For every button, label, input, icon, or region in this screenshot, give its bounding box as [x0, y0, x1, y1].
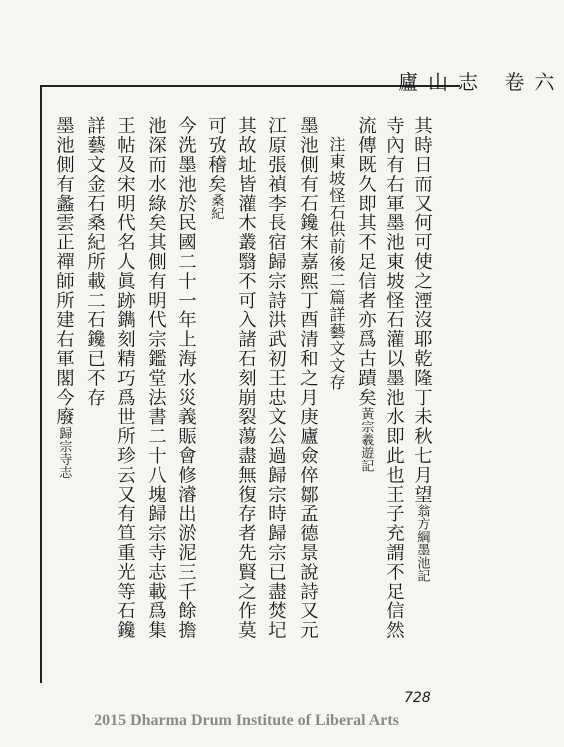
watermark-text: 2015 Dharma Drum Institute of Liberal Arts — [94, 712, 399, 729]
text-column-10 — [145, 116, 167, 640]
text-column-12 — [84, 116, 106, 407]
column-note-text: 黃宗羲遊記 — [358, 407, 374, 472]
text-column-11 — [114, 116, 136, 640]
text-column-3 — [355, 116, 377, 472]
text-column-5 — [297, 116, 319, 640]
column-main-text: 墨池側有蠡雲正禪師所建右軍閣今廢 — [53, 116, 75, 427]
text-column-4 — [328, 136, 344, 391]
text-column-2 — [383, 116, 405, 640]
column-main-text: 今洗墨池於民國二十一年上海水災義賑會修濬出淤泥三千餘擔 — [175, 116, 197, 640]
column-main-text: 池深而水綠矣其側有明代宗鑑堂法書二十八塊歸宗寺志載爲集 — [145, 116, 167, 640]
column-main-text: 注東坡怪石供前後二篇詳藝文文存 — [327, 136, 346, 391]
column-note-text: 歸宗寺志 — [56, 426, 72, 479]
text-column-9 — [175, 116, 197, 640]
page-header-title: 廬山志 卷六 — [398, 70, 564, 94]
column-main-text: 流傳既久即其不足信者亦爲古蹟矣 — [355, 116, 377, 407]
text-column-6 — [265, 116, 287, 640]
page-number: 728 — [404, 690, 431, 706]
column-note-text: 翁方綱墨池記 — [414, 504, 430, 582]
column-note-text: 桑紀 — [208, 193, 224, 220]
column-main-text: 王帖及宋明代名人眞跡鐫刻精巧爲世所珍云又有笪重光等石鑱 — [114, 116, 136, 640]
column-main-text: 其故址皆灌木叢翳不可入諸石刻崩裂蕩盡無復存者先賢之作莫 — [235, 116, 257, 640]
column-main-text: 其時日而又何可使之湮沒耶乾隆丁未秋七月望 — [411, 116, 433, 504]
column-main-text: 墨池側有石鑱宋嘉熙丁酉清和之月庚廬僉倅鄒孟德景說詩又元 — [297, 116, 319, 640]
column-main-text: 寺內有右軍墨池東坡怪石灌以墨池水即此也王子充謂不足信然 — [383, 116, 405, 640]
column-main-text: 可攷稽矣 — [205, 116, 227, 194]
text-column-7 — [235, 116, 257, 640]
text-column-1 — [411, 116, 433, 582]
text-column-8 — [205, 116, 227, 220]
column-main-text: 江原張禎李長宿歸宗詩洪武初王忠文公過歸宗時歸宗已盡焚圮 — [265, 116, 287, 640]
text-column-13 — [53, 116, 75, 479]
column-main-text: 詳藝文金石桑紀所載二石鑱已不存 — [84, 116, 106, 407]
